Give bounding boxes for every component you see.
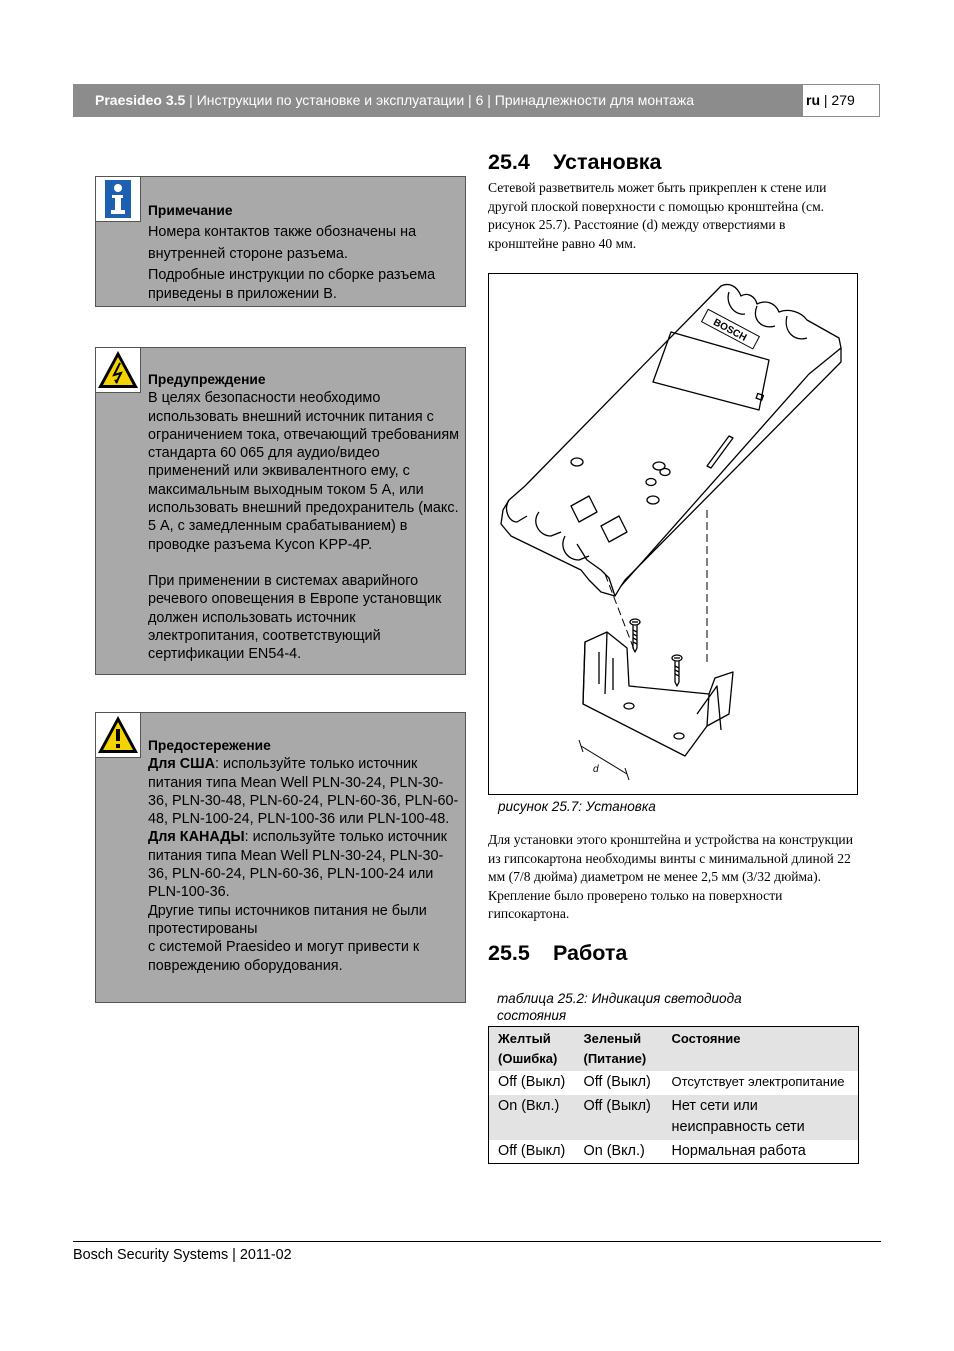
table-row (489, 1095, 859, 1140)
table-cell: Off (Выкл) (583, 1097, 651, 1114)
caution-usa (148, 755, 459, 828)
table-header-row (489, 1027, 859, 1072)
warning-title: Предупреждение (148, 372, 266, 387)
note-text (148, 202, 459, 303)
caution-usa-text: : используйте только источник питания типа Mean Well PLN-30-24, PLN-30-36, PLN-30-48, PLN-60-24, PLN-60-36, PLN-60-48, PLN-100-24, PLN-100-36 или PLN-100-48. (148, 756, 459, 828)
table-cell: Нет сети или неисправность сети (671, 1097, 805, 1135)
header-product: Praesideo 3.5 (95, 92, 186, 108)
table-cell: Off (Выкл) (583, 1074, 651, 1090)
table-cell: On (Вкл.) (583, 1142, 645, 1159)
header-page-number (803, 84, 880, 117)
section-operation-heading (488, 941, 627, 966)
installation-figure (488, 273, 858, 795)
warning-text (148, 371, 459, 663)
note-title: Примечание (148, 203, 233, 218)
section-operation-number: 25.5 (488, 941, 530, 965)
warning-box (95, 347, 466, 675)
header-lang: ru (806, 92, 820, 108)
note-box (95, 176, 466, 307)
table-header-cell: Зеленый (Питание) (583, 1031, 647, 1066)
header-bar (73, 84, 803, 117)
header-breadcrumb: | Инструкции по установке и эксплуатации | 6 | Принадлежности для монтажа (185, 92, 695, 108)
electric-hazard-icon (96, 348, 141, 393)
caution-usa-label: Для США (148, 756, 216, 773)
section-install-intro: Сетевой разветвитель может быть прикреплен к стене или другой плоской поверхности с помощью кронштейна (см. рисунок 25.7). Расстояние (d) между отверстиями в кронштейне равно 40 мм. (488, 180, 827, 251)
section-install-number: 25.4 (488, 150, 530, 174)
installation-drawing (489, 274, 857, 794)
caution-other-2: с системой Praesideo и могут привести к повреждению оборудования. (148, 939, 420, 974)
section-install-heading (488, 150, 662, 175)
table-header-cell: Желтый (Ошибка) (498, 1031, 558, 1066)
note-paragraph-2: Подробные инструкции по сборке разъема приведены в приложении B. (148, 267, 436, 302)
caution-title: Предостережение (148, 738, 271, 753)
led-status-table (488, 1026, 859, 1164)
note-paragraph-1: Номера контактов также обозначены на внутренней стороне разъема. (148, 224, 417, 262)
warning-paragraph-2: При применении в системах аварийного речевого оповещения в Европе установщик должен использовать источник электропитания, соответствующий сертификации EN54-4. (148, 572, 442, 663)
caution-other-1: Другие типы источников питания не были протестированы (148, 902, 427, 937)
caution-canada-label: Для КАНАДЫ (148, 829, 245, 846)
table-cell: Off (Выкл) (498, 1142, 566, 1159)
figure-label-d: d (593, 764, 599, 775)
table-caption: таблица 25.2: Индикация светодиода состояния (497, 991, 742, 1023)
table-row (489, 1140, 859, 1164)
info-icon (96, 177, 141, 222)
table-row (489, 1071, 859, 1095)
header-page: | 279 (820, 92, 855, 108)
caution-box (95, 712, 466, 1003)
section-install-title: Установка (553, 150, 662, 174)
caution-canada (148, 828, 459, 901)
warning-paragraph-1: В целях безопасности необходимо использовать внешний источник питания с ограничением тока, отвечающий требованиям стандарта 60 065 для аудио/видео применений или эквивалентного ему, с максимальным выходным током 5 A, или использовать внешний предохранитель (макс. 5 А, с замедленным срабатыванием) в проводке разъема Kycon KPP-4P. (148, 390, 460, 553)
section-install-after: Для установки этого кронштейна и устройства на конструкции из гипсокартона необходимы винты с минимальной длиной 22 мм (7/8 дюйма) диаметром не менее 2,5 мм (3/32 дюйма). Крепление было проверено только на поверхности гипсокартона. (488, 832, 853, 921)
footer-divider (73, 1241, 881, 1242)
figure-caption: рисунок 25.7: Установка (498, 799, 656, 814)
table-cell: Отсутствует электропитание (671, 1074, 845, 1089)
bosch-logo-text: BOSCH (711, 317, 749, 344)
section-operation-title: Работа (553, 941, 628, 965)
table-header-cell: Состояние (671, 1031, 741, 1046)
table-cell: Off (Выкл) (498, 1074, 566, 1090)
caution-text (148, 737, 459, 975)
caution-canada-text: : используйте только источник питания типа Mean Well PLN-30-24, PLN-30-36, PLN-60-24, PLN-60-36, PLN-100-24 или PLN-100-36. (148, 829, 447, 901)
footer-text: Bosch Security Systems | 2011-02 (73, 1247, 292, 1263)
table-cell: On (Вкл.) (498, 1097, 560, 1114)
table-cell: Нормальная работа (671, 1142, 806, 1159)
caution-icon (96, 713, 141, 758)
